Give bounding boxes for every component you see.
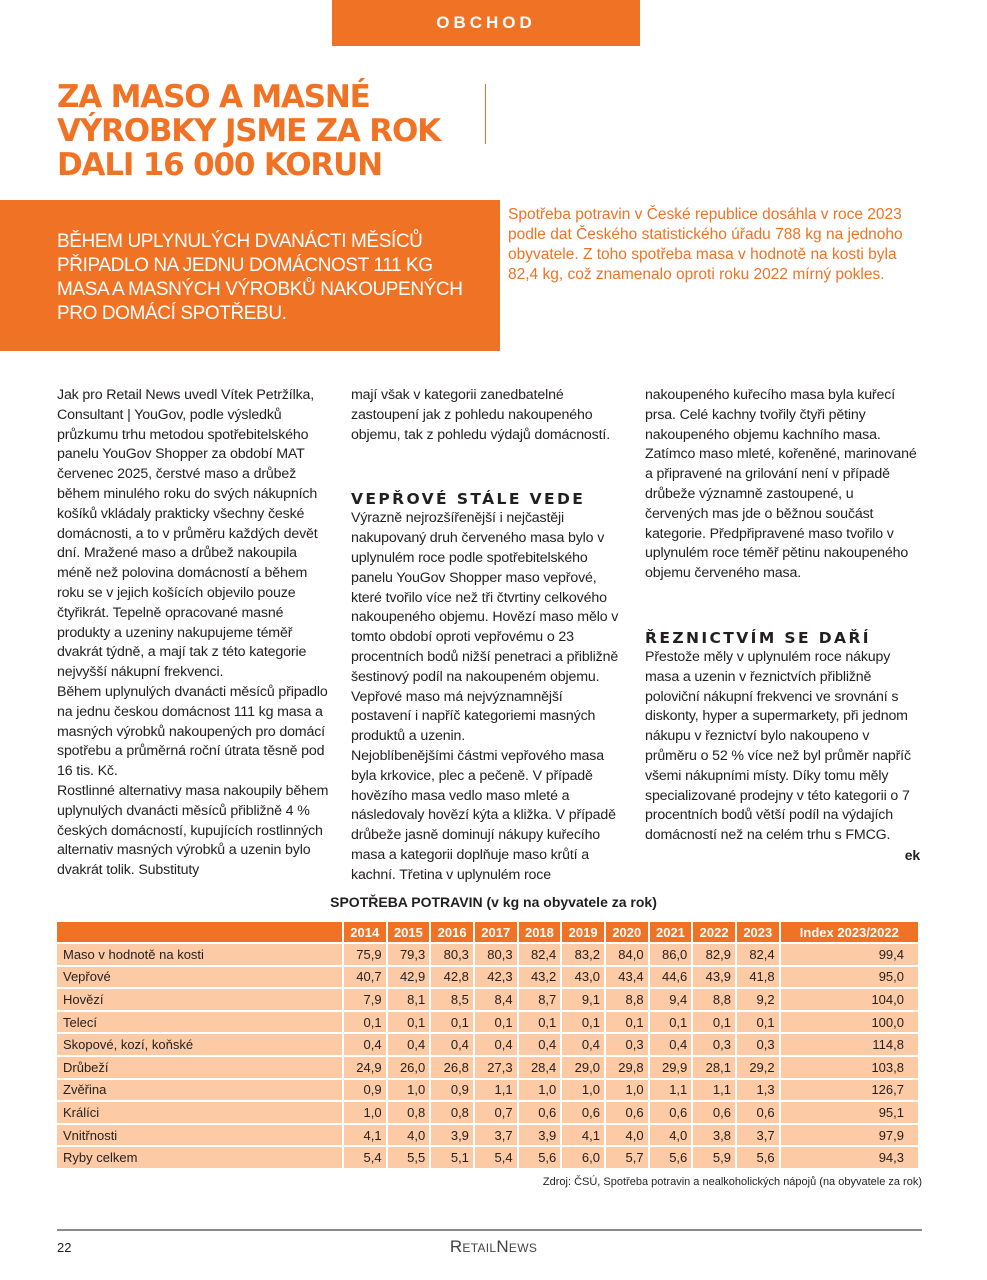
value-cell: 0,4 (431, 1034, 473, 1057)
value-cell: 1,1 (650, 1080, 692, 1103)
value-cell: 1,1 (475, 1080, 517, 1103)
value-cell: 43,4 (606, 967, 648, 990)
column-header: 2014 (344, 922, 386, 944)
value-cell: 5,6 (737, 1147, 779, 1170)
table-row (57, 1034, 918, 1057)
value-cell: 79,3 (388, 944, 430, 967)
headline-divider (485, 84, 486, 144)
row-label: Vnitřnosti (57, 1125, 342, 1148)
value-cell: 26,8 (431, 1057, 473, 1080)
value-cell: 42,3 (475, 967, 517, 990)
value-cell: 24,9 (344, 1057, 386, 1080)
row-label: Skopové, kozí, koňské (57, 1034, 342, 1057)
value-cell: 0,4 (650, 1034, 692, 1057)
column-header: Index 2023/2022 (781, 922, 918, 944)
article-column-2 (351, 386, 626, 886)
article-column-3 (645, 386, 920, 866)
consumption-table (55, 922, 920, 1170)
column-header (57, 922, 342, 944)
value-cell: 0,9 (431, 1080, 473, 1103)
value-cell: 29,9 (650, 1057, 692, 1080)
table-source: Zdroj: ČSÚ, Spotřeba potravin a nealkoholických nápojů (na obyvatele za rok) (542, 1176, 922, 1188)
value-cell: 3,7 (475, 1125, 517, 1148)
article-perex: Spotřeba potravin v České republice dosáhla v roce 2023 podle dat Českého statistického úřadu 788 kg na jednoho obyvatele. Z toho spotřeba masa v hodnotě na kosti byla 82,4 kg, což znamenalo oproti roku 2022 mírný pokles. (508, 206, 903, 283)
row-label: Králíci (57, 1102, 342, 1125)
row-label: Zvěřina (57, 1080, 342, 1103)
footer-divider (57, 1229, 922, 1231)
value-cell: 8,5 (431, 989, 473, 1012)
value-cell: 5,7 (606, 1147, 648, 1170)
value-cell: 8,1 (388, 989, 430, 1012)
value-cell: 26,0 (388, 1057, 430, 1080)
paragraph: Nejoblíbenějšími částmi vepřového masa byla krkovice, plec a pečeně. V případě hovězího masa vedlo maso mleté a následovaly hovězí kýta a kližka. V případě drůbeže jasně dominují nákupy kuřecího masa a kategorii doplňuje maso krůtí a kachní. Třetina v uplynulém roce (351, 747, 616, 883)
value-cell: 8,7 (519, 989, 561, 1012)
value-cell: 5,6 (519, 1147, 561, 1170)
value-cell: 0,7 (475, 1102, 517, 1125)
page-number: 22 (57, 1240, 72, 1255)
index-cell: 114,8 (781, 1034, 918, 1057)
paragraph: mají však v kategorii zanedbatelné zastoupení jak z pohledu nakoupeného objemu, tak z pohledu výdajů domácností. (351, 387, 610, 443)
column-header: 2021 (650, 922, 692, 944)
value-cell: 8,4 (475, 989, 517, 1012)
value-cell: 3,9 (519, 1125, 561, 1148)
value-cell: 0,3 (606, 1034, 648, 1057)
article-column-1 (57, 386, 332, 881)
value-cell: 0,4 (388, 1034, 430, 1057)
paragraph: Přestože měly v uplynulém roce nákupy masa a uzenin v řeznictvích přibližně poloviční nákupní frekvenci ve srovnání s diskonty, hyper a supermarkety, při jednom nákupu v řeznictví bylo nakoupeno v průměru o 52 % více než byl průměr napříč všemi nákupními místy. Díky tomu měly specializované prodejny v této kategorii o 7 procentních bodů větší podíl na výdajích domácností než na celém trhu s FMCG. (645, 648, 911, 844)
value-cell: 1,0 (519, 1080, 561, 1103)
subheading: ŘEZNICTVÍM SE DAŘÍ (645, 628, 871, 647)
value-cell: 0,9 (344, 1080, 386, 1103)
subheading: VEPŘOVÉ STÁLE VEDE (351, 490, 586, 509)
value-cell: 0,6 (519, 1102, 561, 1125)
value-cell: 0,4 (519, 1034, 561, 1057)
column-header: 2022 (693, 922, 735, 944)
value-cell: 0,1 (388, 1012, 430, 1035)
table-row (57, 1147, 918, 1170)
value-cell: 0,1 (693, 1012, 735, 1035)
table-row (57, 1125, 918, 1148)
author-signature: ek (904, 846, 920, 863)
value-cell: 80,3 (475, 944, 517, 967)
value-cell: 7,9 (344, 989, 386, 1012)
table-row (57, 1057, 918, 1080)
paragraph: Výrazně nejrozšířenější i nejčastěji nakupovaný druh červeného masa bylo v uplynulém roce podle spotřebitelského panelu YouGov Shopper maso vepřové, které tvořilo více než tři čtvrtiny celkového nakoupeného objemu. Hovězí maso mělo v tomto období oproti vepřovému o 23 procentních bodů nižší penetraci a přibližně šestinový podíl na nakoupeném objemu. Vepřové maso má nejvýznamnější postavení i napříč kategoriemi masných produktů a uzenin. (351, 510, 619, 745)
value-cell: 43,0 (562, 967, 604, 990)
value-cell: 3,9 (431, 1125, 473, 1148)
lead-text: BĚHEM UPLYNULÝCH DVANÁCTI MĚSÍCŮ PŘIPADLO NA JEDNU DOMÁCNOST 111 KG MASA A MASNÝCH VÝROBKŮ NAKOUPENÝCH PRO DOMÁCÍ SPOTŘEBU. (57, 231, 463, 324)
value-cell: 0,1 (344, 1012, 386, 1035)
value-cell: 9,2 (737, 989, 779, 1012)
value-cell: 5,4 (344, 1147, 386, 1170)
table-title: SPOTŘEBA POTRAVIN (v kg na obyvatele za rok) (330, 894, 657, 910)
column-header: 2023 (737, 922, 779, 944)
index-cell: 103,8 (781, 1057, 918, 1080)
index-cell: 95,1 (781, 1102, 918, 1125)
value-cell: 44,6 (650, 967, 692, 990)
paragraph: Rostlinné alternativy masa nakoupily během uplynulých dvanácti měsíců přibližně 4 % českých domácností, kupujících rostlinných alternativ masných výrobků a uzenin bylo dvakrát tolik. Substituty (57, 782, 329, 879)
value-cell: 5,9 (693, 1147, 735, 1170)
value-cell: 0,3 (693, 1034, 735, 1057)
table-row (57, 989, 918, 1012)
value-cell: 0,1 (650, 1012, 692, 1035)
row-label: Drůbeží (57, 1057, 342, 1080)
table-header-row (57, 922, 918, 944)
value-cell: 0,3 (737, 1034, 779, 1057)
table-row (57, 967, 918, 990)
index-cell: 100,0 (781, 1012, 918, 1035)
value-cell: 8,8 (693, 989, 735, 1012)
value-cell: 5,5 (388, 1147, 430, 1170)
value-cell: 28,4 (519, 1057, 561, 1080)
value-cell: 80,3 (431, 944, 473, 967)
value-cell: 27,3 (475, 1057, 517, 1080)
value-cell: 0,1 (562, 1012, 604, 1035)
index-cell: 95,0 (781, 967, 918, 990)
value-cell: 3,8 (693, 1125, 735, 1148)
value-cell: 43,2 (519, 967, 561, 990)
value-cell: 0,6 (562, 1102, 604, 1125)
value-cell: 0,4 (344, 1034, 386, 1057)
value-cell: 1,0 (344, 1102, 386, 1125)
value-cell: 43,9 (693, 967, 735, 990)
value-cell: 1,3 (737, 1080, 779, 1103)
value-cell: 0,6 (606, 1102, 648, 1125)
value-cell: 0,1 (606, 1012, 648, 1035)
index-cell: 99,4 (781, 944, 918, 967)
value-cell: 28,1 (693, 1057, 735, 1080)
value-cell: 0,1 (431, 1012, 473, 1035)
value-cell: 42,8 (431, 967, 473, 990)
value-cell: 82,4 (519, 944, 561, 967)
value-cell: 0,1 (475, 1012, 517, 1035)
lead-box (0, 200, 500, 351)
table-row (57, 1080, 918, 1103)
value-cell: 0,8 (388, 1102, 430, 1125)
index-cell: 94,3 (781, 1147, 918, 1170)
column-header: 2018 (519, 922, 561, 944)
table-row (57, 1102, 918, 1125)
paragraph: nakoupeného kuřecího masa byla kuřecí prsa. Celé kachny tvořily čtyři pětiny nakoupeného objemu kachního masa. Zatímco maso mleté, kořeněné, marinované a připravené na grilování není v případě drůbeže významně zastoupené, u červených mas jde o běžnou součást kategorie. Předpřipravené maso tvořilo v uplynulém roce téměř pětinu nakoupeného objemu červeného masa. (645, 387, 917, 582)
column-header: 2016 (431, 922, 473, 944)
section-label-text: OBCHOD (436, 13, 536, 32)
spacer (645, 584, 920, 628)
brand-logo: RetailNews (449, 1237, 538, 1256)
value-cell: 5,6 (650, 1147, 692, 1170)
row-label: Telecí (57, 1012, 342, 1035)
value-cell: 83,2 (562, 944, 604, 967)
value-cell: 29,8 (606, 1057, 648, 1080)
value-cell: 8,8 (606, 989, 648, 1012)
value-cell: 3,7 (737, 1125, 779, 1148)
value-cell: 82,4 (737, 944, 779, 967)
value-cell: 5,1 (431, 1147, 473, 1170)
index-cell: 97,9 (781, 1125, 918, 1148)
table-row (57, 1012, 918, 1035)
value-cell: 0,4 (562, 1034, 604, 1057)
value-cell: 0,1 (737, 1012, 779, 1035)
table-row (57, 944, 918, 967)
value-cell: 4,1 (562, 1125, 604, 1148)
column-header: 2015 (388, 922, 430, 944)
value-cell: 0,6 (693, 1102, 735, 1125)
value-cell: 4,1 (344, 1125, 386, 1148)
value-cell: 0,4 (475, 1034, 517, 1057)
value-cell: 1,0 (562, 1080, 604, 1103)
section-label (332, 0, 640, 46)
spacer (351, 445, 626, 489)
value-cell: 5,4 (475, 1147, 517, 1170)
value-cell: 82,9 (693, 944, 735, 967)
value-cell: 75,9 (344, 944, 386, 967)
value-cell: 0,8 (431, 1102, 473, 1125)
paragraph: Během uplynulých dvanácti měsíců připadlo na jednu českou domácnost 111 kg masa a masných výrobků nakoupených pro domácí spotřebu a průměrná roční útrata těsně pod 16 tis. Kč. (57, 683, 328, 780)
value-cell: 41,8 (737, 967, 779, 990)
row-label: Hovězí (57, 989, 342, 1012)
value-cell: 1,0 (606, 1080, 648, 1103)
paragraph: Jak pro Retail News uvedl Vítek Petržílka, Consultant | YouGov, podle výsledků průzkumu trhu metodou spotřebitelského panelu YouGov Shopper za období MAT červenec 2025, čerstvé maso a drůbež během minulého roku do svých nákupních košíků vkládaly prakticky všechny české domácnosti, a to v průměru každých devět dní. Mražené maso a drůbež nakoupila méně než polovina domácností a během roku se v jejich košících objevilo pouze čtyřikrát. Tepelně opracované masné produkty a uzeniny nakupujeme téměř dvakrát týdně, a mají tak z této kategorie nejvyšší nákupní frekvenci. (57, 387, 318, 681)
article-headline: ZA MASO A MASNÉ VÝROBKY JSME ZA ROK DALI 16 000 KORUN (57, 79, 440, 183)
value-cell: 86,0 (650, 944, 692, 967)
value-cell: 84,0 (606, 944, 648, 967)
value-cell: 40,7 (344, 967, 386, 990)
value-cell: 4,0 (388, 1125, 430, 1148)
index-cell: 126,7 (781, 1080, 918, 1103)
value-cell: 6,0 (562, 1147, 604, 1170)
value-cell: 4,0 (650, 1125, 692, 1148)
value-cell: 4,0 (606, 1125, 648, 1148)
value-cell: 42,9 (388, 967, 430, 990)
column-header: 2020 (606, 922, 648, 944)
column-header: 2019 (562, 922, 604, 944)
value-cell: 0,6 (737, 1102, 779, 1125)
value-cell: 1,1 (693, 1080, 735, 1103)
row-label: Ryby celkem (57, 1147, 342, 1170)
value-cell: 1,0 (388, 1080, 430, 1103)
value-cell: 29,2 (737, 1057, 779, 1080)
column-header: 2017 (475, 922, 517, 944)
value-cell: 0,6 (650, 1102, 692, 1125)
value-cell: 29,0 (562, 1057, 604, 1080)
value-cell: 0,1 (519, 1012, 561, 1035)
row-label: Vepřové (57, 967, 342, 990)
value-cell: 9,4 (650, 989, 692, 1012)
value-cell: 9,1 (562, 989, 604, 1012)
index-cell: 104,0 (781, 989, 918, 1012)
row-label: Maso v hodnotě na kosti (57, 944, 342, 967)
